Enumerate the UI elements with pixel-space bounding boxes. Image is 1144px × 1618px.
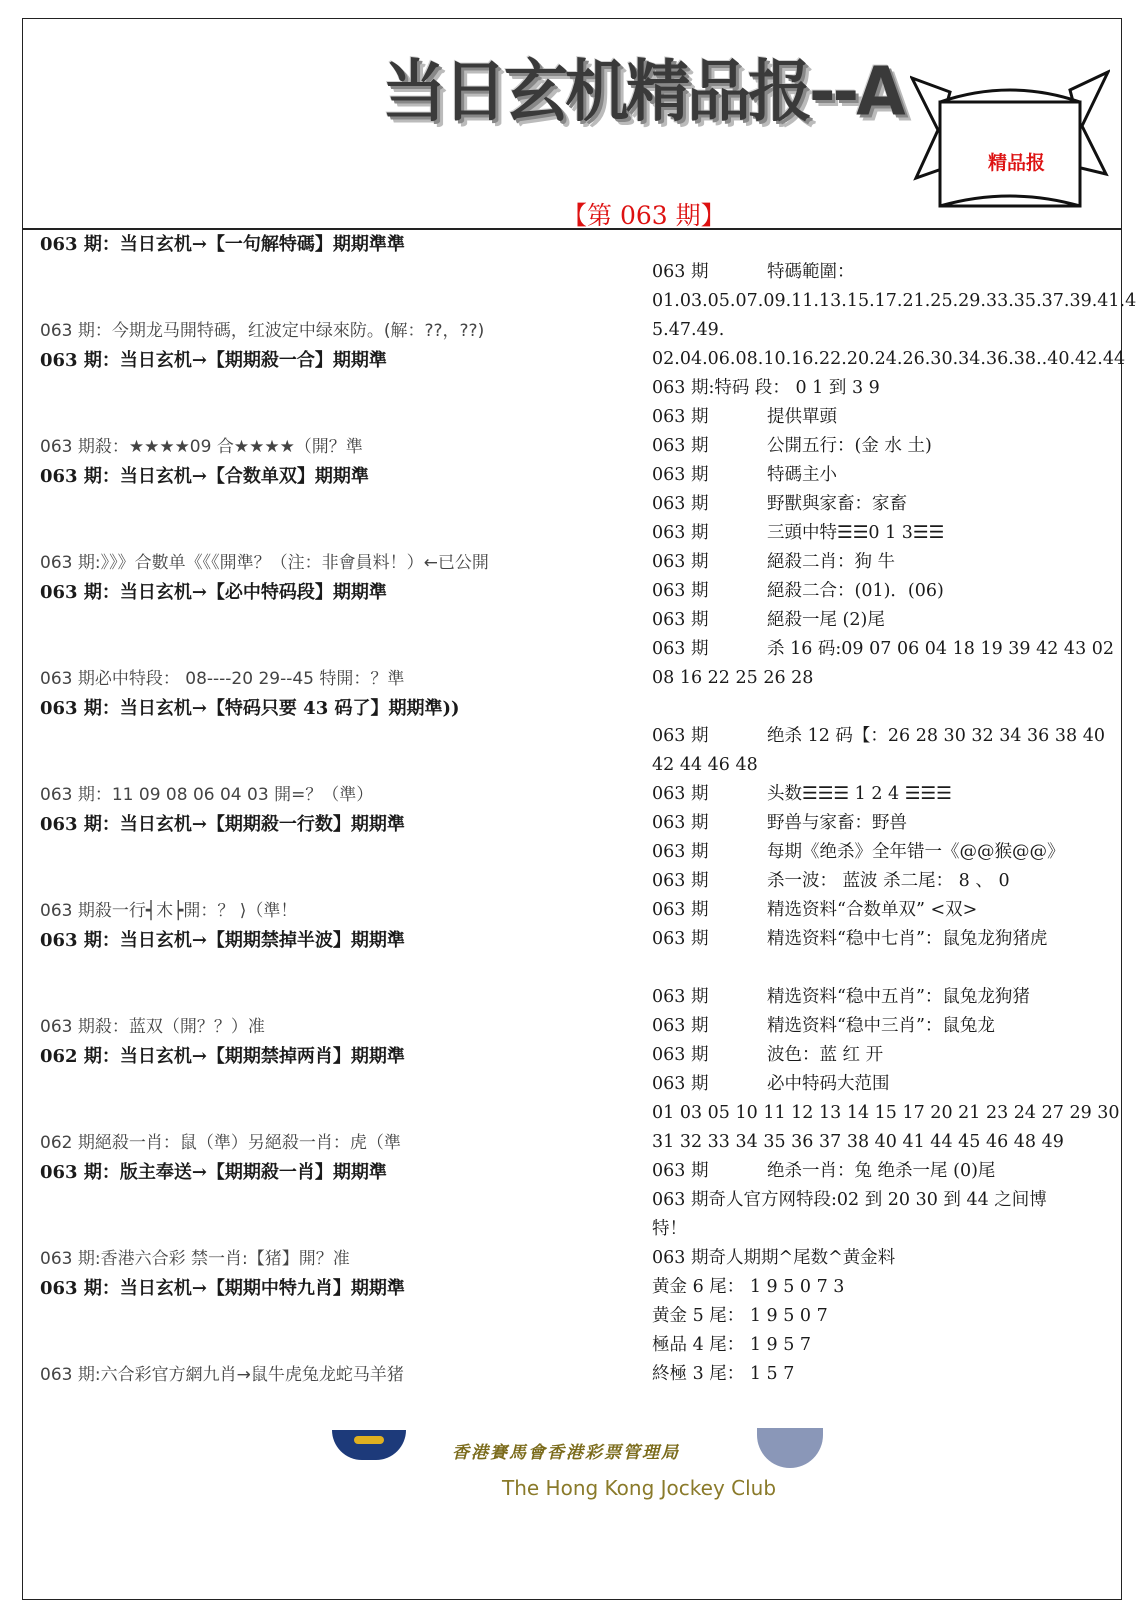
info-value: 绝杀 12 码【：26 28 30 32 34 36 38 40	[767, 726, 1105, 746]
issue-label: 063 期	[652, 262, 709, 282]
info-value: 每期《绝杀》全年错一《@@猴@@》	[767, 842, 1065, 862]
info-row	[652, 403, 1122, 432]
info-row	[652, 1099, 1122, 1128]
info-row	[652, 1070, 1122, 1099]
detail-line: 063 期:六合彩官方網九肖→鼠牛虎兔龙蛇马羊猪	[40, 1365, 404, 1385]
info-row	[652, 606, 1122, 635]
info-row	[652, 577, 1122, 606]
footer-english-text: The Hong Kong Jockey Club	[502, 1476, 777, 1500]
issue-label: 063 期	[652, 1016, 709, 1036]
info-value: 精选资料“稳中五肖”：鼠兔龙狗猪	[767, 987, 1030, 1007]
headline-line: 062 期：当日玄机→【期期禁掉两肖】期期準	[40, 1046, 405, 1067]
info-row	[652, 722, 1122, 751]
info-row	[652, 258, 1122, 287]
info-row	[652, 374, 1122, 403]
info-row	[652, 664, 1122, 693]
spacer	[40, 607, 620, 665]
info-row	[652, 1157, 1122, 1186]
info-row	[652, 1128, 1122, 1157]
info-value: 绝杀一肖：兔 绝杀一尾 (0)尾	[767, 1161, 996, 1181]
headline-line: 063 期：版主奉送→【期期殺一肖】期期準	[40, 1162, 387, 1183]
jockey-club-logo-icon	[332, 1430, 406, 1460]
headline-line: 063 期：当日玄机→【合数单双】期期準	[40, 466, 369, 487]
info-value: 三頭中特☰☰0 1 3☰☰	[767, 523, 945, 543]
issue-label: 063 期	[652, 523, 709, 543]
spacer	[40, 839, 620, 897]
issue-label: 063 期	[652, 639, 709, 659]
info-row	[652, 693, 1122, 722]
info-value: 5.47.49.	[652, 320, 725, 340]
headline-line: 063 期：当日玄机→【必中特码段】期期準	[40, 582, 387, 603]
issue-label: 063 期	[652, 987, 709, 1007]
info-value: 精选资料“合数单双” <双>	[767, 900, 978, 920]
info-value: 野獸與家畜：家畜	[767, 494, 907, 514]
issue-label: 063 期	[652, 1161, 709, 1181]
info-row	[652, 867, 1122, 896]
info-value: 杀 16 码:09 07 06 04 18 19 39 42 43 02	[767, 639, 1115, 659]
spacer	[40, 1303, 620, 1361]
info-row	[652, 925, 1122, 954]
issue-label: 063 期	[652, 1074, 709, 1094]
info-row	[652, 432, 1122, 461]
spacer	[40, 491, 620, 549]
issue-label: 063 期	[652, 813, 709, 833]
headline-line: 063 期：当日玄机→【期期殺一合】期期準	[40, 350, 387, 371]
info-row	[652, 1186, 1122, 1215]
ribbon-label: 精品报	[988, 152, 1046, 174]
info-row	[652, 780, 1122, 809]
info-value: 063 期奇人期期^尾数^黄金料	[652, 1248, 896, 1268]
issue-label: 063 期	[652, 726, 709, 746]
info-value: 063 期奇人官方网特段:02 到 20 30 到 44 之间博	[652, 1190, 1047, 1210]
issue-number: 【第 063 期】	[562, 201, 726, 230]
info-value: 絕殺一尾 (2)尾	[767, 610, 885, 630]
info-value: 黄金 5 尾： 1 9 5 0 7	[652, 1306, 828, 1326]
spacer	[40, 375, 620, 433]
issue-label: 063 期	[652, 494, 709, 514]
info-row	[652, 1360, 1122, 1389]
issue-label: 063 期	[652, 436, 709, 456]
spacer	[40, 259, 620, 317]
detail-line: 063 期：今期龙马開特碼，红波定中绿來防。(解：??，??)	[40, 321, 485, 341]
headline-line: 063 期：当日玄机→【特码只要 43 码了】期期準))	[40, 698, 460, 719]
detail-line: 063 期殺：蓝双（開？？）准	[40, 1017, 265, 1037]
info-row	[652, 490, 1122, 519]
info-value: 特碼範圍：	[767, 262, 855, 282]
info-row	[652, 461, 1122, 490]
info-row	[652, 1331, 1122, 1360]
footer-chinese-text: 香港賽馬會香港彩票管理局	[452, 1443, 680, 1463]
right-column	[652, 258, 1137, 1389]
page-title: 当日玄机精品报--A	[382, 53, 903, 132]
info-value: 絕殺二肖：狗 牛	[767, 552, 896, 572]
info-row	[652, 345, 1126, 374]
detail-line: 063 期:香港六合彩 禁一肖:【猪】開？准	[40, 1249, 350, 1269]
issue-label: 063 期	[652, 929, 709, 949]
info-row	[652, 548, 1122, 577]
info-row	[652, 287, 1137, 316]
spacer	[40, 955, 620, 1013]
spacer	[40, 1071, 620, 1129]
info-value: 公開五行：(金 水 土)	[767, 436, 932, 456]
info-value: 精选资料“稳中三肖”：鼠兔龙	[767, 1016, 995, 1036]
info-value: 野兽与家畜：野兽	[767, 813, 907, 833]
info-row	[652, 635, 1122, 664]
issue-label: 063 期	[652, 900, 709, 920]
info-value: 063 期:特码 段： 0 1 到 3 9	[652, 378, 880, 398]
info-value: 31 32 33 34 35 36 37 38 40 41 44 45 46 48 49	[652, 1132, 1064, 1152]
info-row	[652, 809, 1122, 838]
headline-line: 063 期：当日玄机→【期期中特九肖】期期準	[40, 1278, 405, 1299]
globe-logo-icon	[757, 1428, 823, 1468]
info-row	[652, 838, 1122, 867]
info-value: 头数☰☰☰ 1 2 4 ☰☰☰	[767, 784, 952, 804]
info-value: 終極 3 尾： 1 5 7	[652, 1364, 795, 1384]
info-value: 08 16 22 25 26 28	[652, 668, 814, 688]
left-column	[40, 230, 620, 1390]
info-value: 必中特码大范围	[767, 1074, 890, 1094]
ribbon-icon	[910, 68, 1110, 218]
headline-line: 063 期：当日玄机→【一句解特碼】期期準準	[40, 234, 405, 255]
detail-line: 062 期絕殺一肖：鼠（準）另絕殺一肖：虎（準	[40, 1133, 401, 1153]
detail-line: 063 期：11 09 08 06 04 03 開=？（準）	[40, 785, 374, 805]
issue-label: 063 期	[652, 842, 709, 862]
info-row	[652, 896, 1122, 925]
issue-label: 063 期	[652, 465, 709, 485]
info-value: 01.03.05.07.09.11.13.15.17.21.25.29.33.35.37.39.41.4	[652, 291, 1137, 311]
info-row	[652, 983, 1122, 1012]
info-value: 杀一波： 蓝波 杀二尾： 8 、 0	[767, 871, 1010, 891]
info-row	[652, 316, 1122, 345]
spacer	[40, 1187, 620, 1245]
info-value: 01 03 05 10 11 12 13 14 15 17 20 21 23 24 27 29 30	[652, 1103, 1120, 1123]
issue-label: 063 期	[652, 407, 709, 427]
issue-label: 063 期	[652, 784, 709, 804]
footer	[22, 1410, 1122, 1600]
detail-line: 063 期殺一行┥木┝開：？ ⟩（準！	[40, 901, 298, 921]
issue-label: 063 期	[652, 871, 709, 891]
info-row	[652, 1302, 1122, 1331]
info-row	[652, 1041, 1122, 1070]
issue-label: 063 期	[652, 610, 709, 630]
issue-label: 063 期	[652, 552, 709, 572]
info-value: 精选资料“稳中七肖”：鼠兔龙狗猪虎	[767, 929, 1048, 949]
headline-line: 063 期：当日玄机→【期期殺一行数】期期準	[40, 814, 405, 835]
info-value: 特碼主小	[767, 465, 837, 485]
info-row	[652, 1215, 1122, 1244]
info-value: 02.04.06.08.10.16.22.20.24.26.30.34.36.38..40.42.44	[652, 349, 1126, 369]
detail-line: 063 期:》》》合數单《《《開準？（注：非會員料！）←已公開	[40, 553, 489, 573]
info-row	[652, 954, 1122, 983]
info-row	[652, 751, 1122, 780]
detail-line: 063 期必中特段： 08----20 29--45 特開：？準	[40, 669, 405, 689]
info-value: 42 44 46 48	[652, 755, 758, 775]
info-value: 特！	[652, 1219, 687, 1239]
info-row	[652, 1244, 1122, 1273]
info-value: 絕殺二合：(01)．(06)	[767, 581, 944, 601]
info-row	[652, 1273, 1122, 1302]
info-value: 提供單頭	[767, 407, 837, 427]
issue-label: 063 期	[652, 581, 709, 601]
info-value: 極品 4 尾： 1 9 5 7	[652, 1335, 812, 1355]
info-value: 波色：蓝 红 开	[767, 1045, 884, 1065]
info-row	[652, 1012, 1122, 1041]
detail-line: 063 期殺：★★★★09 合★★★★（開？準	[40, 437, 363, 457]
spacer	[40, 723, 620, 781]
info-row	[652, 519, 1122, 548]
headline-line: 063 期：当日玄机→【期期禁掉半波】期期準	[40, 930, 405, 951]
issue-label: 063 期	[652, 1045, 709, 1065]
info-value: 黄金 6 尾： 1 9 5 0 7 3	[652, 1277, 845, 1297]
